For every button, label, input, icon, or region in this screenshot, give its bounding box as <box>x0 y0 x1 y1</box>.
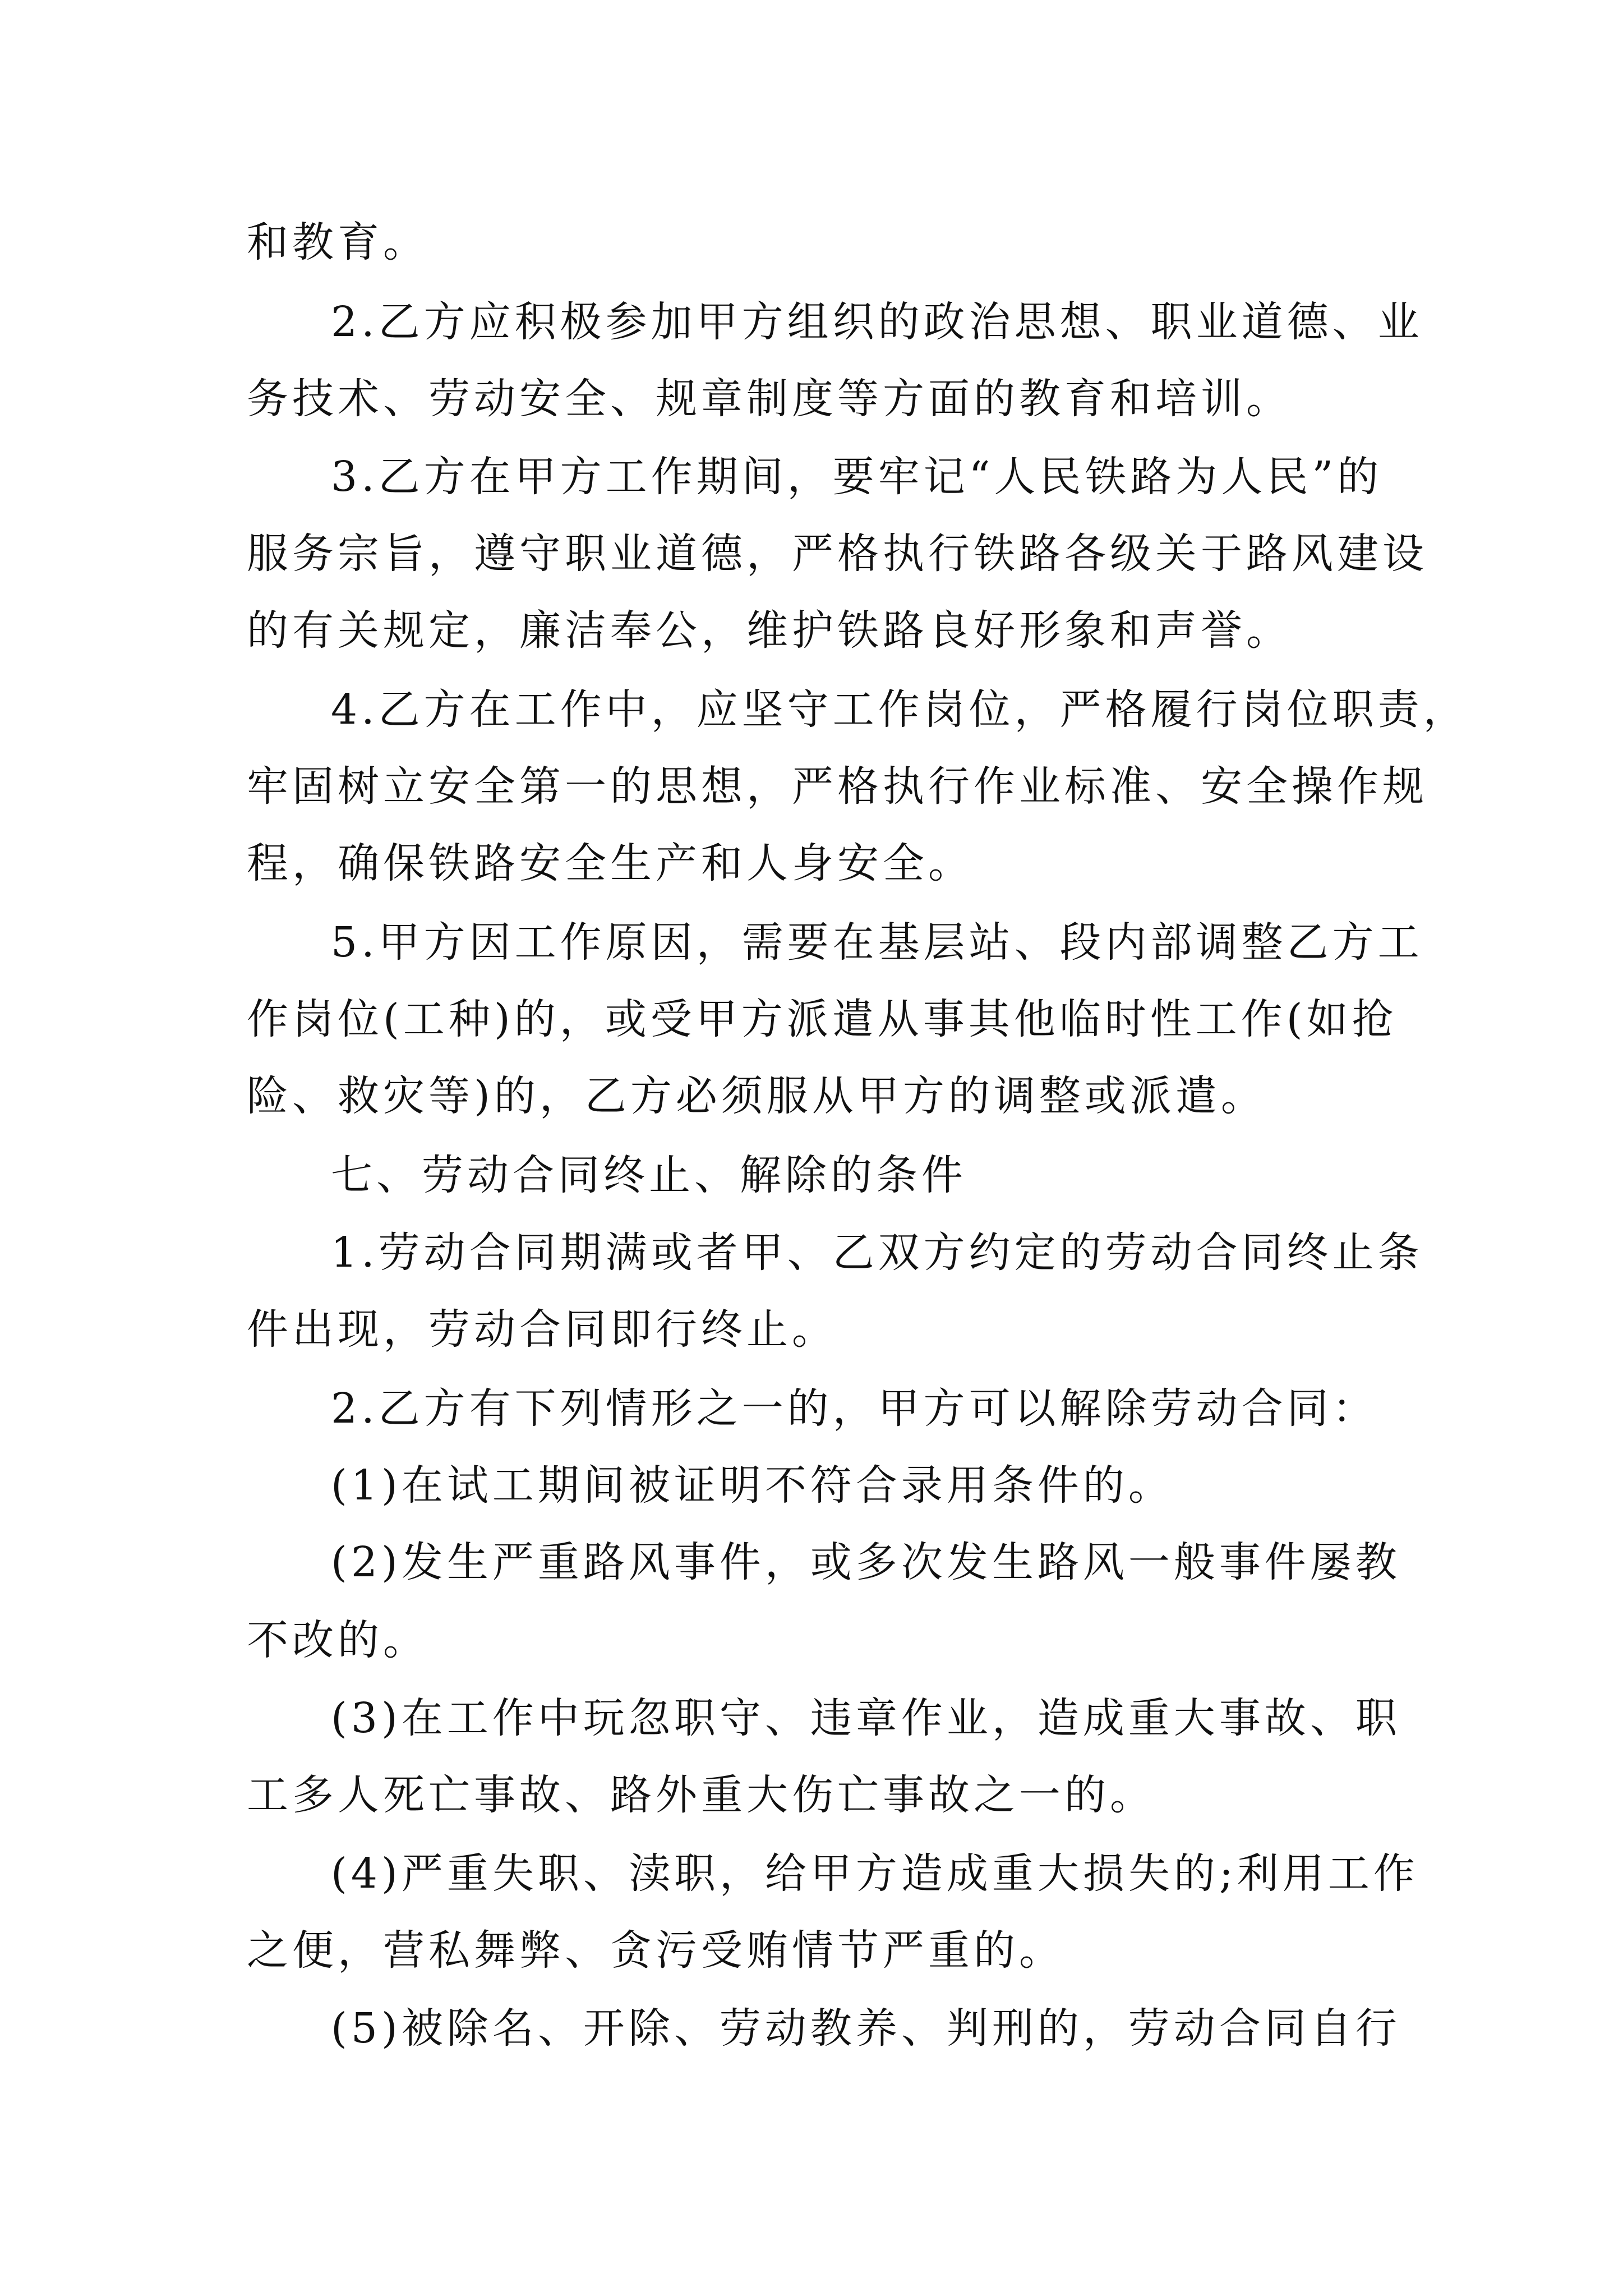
text-line: (1)在试工期间被证明不符合录用条件的。 <box>331 1461 1174 1510</box>
text-line: (3)在工作中玩忽职守、违章作业，造成重大事故、职 <box>331 1694 1401 1742</box>
text-line: 件出现，劳动合同即行终止。 <box>247 1305 837 1354</box>
text-line: (5)被除名、开除、劳动教养、判刑的，劳动合同自行 <box>331 2004 1401 2053</box>
text-line: 险、救灾等)的，乙方必须服从甲方的调整或派遣。 <box>247 1072 1266 1120</box>
text-line: 务技术、劳动安全、规章制度等方面的教育和培训。 <box>247 375 1292 423</box>
text-line: 的有关规定，廉洁奉公，维护铁路良好形象和声誉。 <box>247 606 1292 655</box>
text-line: 之便，营私舞弊、贪污受贿情节严重的。 <box>247 1926 1064 1975</box>
text-line: 程，确保铁路安全生产和人身安全。 <box>247 839 974 887</box>
text-line: 不改的。 <box>247 1616 428 1664</box>
text-line: 工多人死亡事故、路外重大伤亡事故之一的。 <box>247 1771 1155 1819</box>
text-line: 1.劳动合同期满或者甲、乙双方约定的劳动合同终止条 <box>331 1228 1423 1277</box>
text-line: 2.乙方应积极参加甲方组织的政治思想、职业道德、业 <box>331 298 1423 346</box>
text-line: 服务宗旨，遵守职业道德，严格执行铁路各级关于路风建设 <box>247 530 1428 578</box>
text-line: (2)发生严重路风事件，或多次发生路风一般事件屡教 <box>331 1538 1401 1586</box>
text-line: (4)严重失职、渎职，给甲方造成重大损失的;利用工作 <box>331 1849 1419 1898</box>
text-line: 和教育。 <box>247 218 428 266</box>
section-heading: 七、劳动合同终止、解除的条件 <box>331 1151 967 1199</box>
text-line: 作岗位(工种)的，或受甲方派遣从事其他临时性工作(如抢 <box>247 995 1398 1043</box>
text-line: 牢固树立安全第一的思想，严格执行作业标准、安全操作规 <box>247 762 1428 811</box>
text-line: 4.乙方在工作中，应坚守工作岗位，严格履行岗位职责， <box>331 685 1469 734</box>
text-line: 2.乙方有下列情形之一的，甲方可以解除劳动合同： <box>331 1384 1378 1433</box>
text-line: 3.乙方在甲方工作期间，要牢记“人民铁路为人民”的 <box>331 453 1383 501</box>
text-line: 5.甲方因工作原因，需要在基层站、段内部调整乙方工 <box>331 918 1423 967</box>
